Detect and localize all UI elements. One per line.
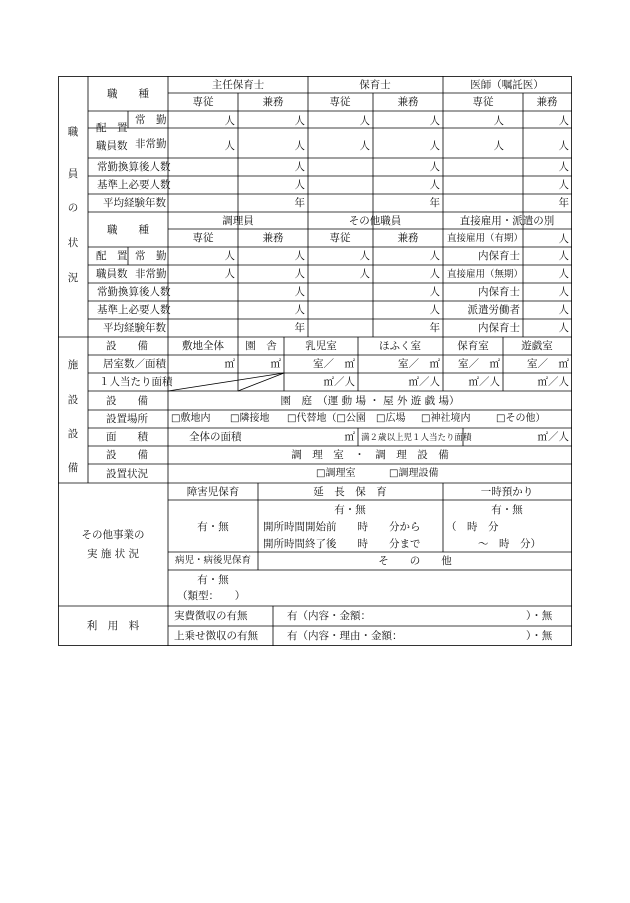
unit-person: 人: [429, 268, 440, 280]
per2-label: 満２歳以上児１人当たり面積: [361, 433, 472, 443]
unit-person: 人: [558, 161, 569, 173]
unit-room-m2: 室／ ㎡: [313, 358, 355, 370]
unit-person: 人: [429, 304, 440, 316]
encho-kaishi: 開所時間開始前 時 分から: [263, 521, 421, 533]
checkbox-jinja[interactable]: □神社境内: [421, 413, 471, 424]
unit-person: 人: [493, 140, 504, 152]
unit-person: 人: [558, 268, 569, 280]
shogai-ari-nashi[interactable]: 有・無: [197, 521, 229, 533]
unit-year: 年: [294, 197, 305, 209]
unit-person: 人: [294, 161, 305, 173]
unit-person: 人: [294, 304, 305, 316]
kanzan-label: 常勤換算後人数: [97, 161, 171, 173]
direct-label: 直接雇用（有期）: [447, 233, 524, 244]
jokin-label: 常 勤: [135, 250, 167, 262]
unit-person: 人: [558, 179, 569, 191]
direct-label: 派遣労働者: [467, 304, 520, 316]
kyoshitsu-label: 居室数／面積: [103, 358, 166, 370]
unit-person: 人: [224, 115, 235, 127]
encho-header: 延 長 保 育: [313, 486, 387, 498]
direct-label: 内保育士: [478, 250, 520, 262]
unit-m2-per: ㎡／人: [537, 376, 569, 388]
jippi-label: 実費徴収の有無: [174, 610, 248, 622]
setsubi-label: 設 備: [106, 340, 148, 352]
sonota-header: そ の 他: [378, 555, 452, 567]
chori-label: 調 理 室 ・ 調 理 設 備: [291, 449, 449, 461]
ichiji-header: 一時預かり: [480, 486, 534, 498]
shokuinsu-label: 職員数: [96, 140, 128, 152]
unit-person: 人: [558, 140, 569, 152]
keiken-label: 平均経験年数: [103, 322, 166, 334]
shogai-header: 障害児保育: [186, 486, 240, 498]
unit-person: 人: [294, 268, 305, 280]
col-nyujishitsu: 乳児室: [305, 340, 337, 352]
checkbox-hiroba[interactable]: □広場: [376, 413, 406, 424]
unit-person: 人: [558, 233, 569, 245]
checkbox-daitaichi-koen[interactable]: □代替地（□公園: [287, 413, 366, 424]
keiken-label: 平均経験年数: [103, 197, 166, 209]
col-senju: 専従: [329, 96, 351, 108]
group1-header-ishi: 医師（嘱託医）: [470, 79, 544, 91]
unit-person: 人: [294, 140, 305, 152]
unit-m2-per: ㎡／人: [468, 376, 500, 388]
facility-section-char: 設: [67, 394, 79, 406]
direct-label: 内保育士: [478, 322, 520, 334]
unit-m2: ㎡: [224, 358, 235, 370]
haichi-label: 配 置: [96, 250, 128, 262]
unit-person: 人: [429, 115, 440, 127]
col-hofuku: ほふく室: [379, 340, 421, 352]
unit-person: 人: [359, 250, 370, 262]
unit-year: 年: [558, 197, 569, 209]
unit-person: 人: [558, 115, 569, 127]
setsubi-label: 設 備: [106, 395, 148, 407]
col-ensha: 園 舎: [245, 340, 277, 352]
unit-m2: ㎡: [344, 431, 355, 443]
jippi-tail[interactable]: ）・無: [526, 610, 553, 622]
encho-ari-nashi[interactable]: 有・無: [334, 504, 366, 516]
hitori-label: １人当たり面積: [99, 376, 173, 388]
unit-person: 人: [294, 115, 305, 127]
col-senju: 専従: [192, 232, 214, 244]
staff-section-char: 状: [67, 237, 79, 249]
uwanose-text[interactable]: 有（内容・理由・金額：: [287, 630, 403, 642]
col-senju: 専従: [192, 96, 214, 108]
col-kenmu: 兼務: [397, 232, 419, 244]
facility-section-char: 設: [67, 428, 79, 440]
encho-shuryo: 開所時間終了後 時 分まで: [263, 538, 421, 550]
col-hoikushitsu: 保育室: [457, 340, 489, 352]
unit-person: 人: [429, 140, 440, 152]
checkbox-rinsetsuchi[interactable]: □隣接地: [230, 413, 270, 424]
unit-year: 年: [294, 322, 305, 334]
shokushu-label: 職 種: [107, 88, 149, 100]
unit-m2-per: ㎡／人: [408, 376, 440, 388]
other-label-line1: その他事業の: [81, 529, 145, 541]
hijokin-label: 非常勤: [135, 138, 167, 150]
checkbox-chorisetsubi[interactable]: □調理設備: [389, 468, 439, 479]
staff-section-char: 職: [67, 126, 79, 138]
unit-m2: ㎡: [270, 358, 281, 370]
unit-person: 人: [558, 304, 569, 316]
staff-section-char: の: [67, 202, 79, 214]
unit-person: 人: [359, 268, 370, 280]
direct-label: 内保育士: [478, 286, 520, 298]
byoji-ruikei: （類型： ）: [177, 590, 246, 602]
staff-section-char: 況: [67, 272, 79, 284]
unit-person: 人: [294, 286, 305, 298]
unit-year: 年: [429, 197, 440, 209]
unit-person: 人: [224, 250, 235, 262]
fee-label: 利 用 料: [86, 620, 140, 632]
zentai-menseki-label: 全体の面積: [189, 431, 242, 443]
facility-report-form: [58, 76, 572, 646]
col-kenmu: 兼務: [262, 232, 284, 244]
checkbox-chorishitsu[interactable]: □調理室: [316, 468, 356, 479]
col-shikichi: 敷地全体: [182, 340, 224, 352]
facility-section-char: 施: [67, 359, 79, 371]
hijokin-label: 非常勤: [135, 268, 167, 280]
checkbox-shikichinai[interactable]: □敷地内: [171, 413, 211, 424]
staff-section-char: 員: [67, 168, 79, 180]
facility-section-char: 備: [67, 462, 79, 474]
col-kenmu: 兼務: [536, 96, 558, 108]
menseki-label: 面 積: [106, 431, 148, 443]
unit-person: 人: [359, 140, 370, 152]
ichiji-ari-nashi[interactable]: 有・無: [491, 504, 523, 516]
unit-person: 人: [224, 268, 235, 280]
byoji-ari-nashi[interactable]: 有・無: [197, 574, 229, 586]
unit-person: 人: [429, 250, 440, 262]
kijun-label: 基準上必要人数: [97, 179, 171, 191]
uwanose-label: 上乗せ徴収の有無: [174, 630, 258, 642]
other-label-line2: 実 施 状 況: [86, 548, 140, 560]
unit-person: 人: [429, 161, 440, 173]
unit-room-m2: 室／ ㎡: [527, 358, 569, 370]
unit-person: 人: [493, 115, 504, 127]
byoji-header: 病児・病後児保育: [175, 555, 252, 566]
unit-m2-per: ㎡／人: [537, 431, 569, 443]
col-senju: 専従: [472, 96, 494, 108]
unit-person: 人: [429, 179, 440, 191]
col-senju: 専従: [329, 232, 351, 244]
unit-room-m2: 室／ ㎡: [398, 358, 440, 370]
unit-m2-per: ㎡／人: [323, 376, 355, 388]
col-kenmu: 兼務: [262, 96, 284, 108]
col-kenmu: 兼務: [397, 96, 419, 108]
checkbox-sonota[interactable]: □その他）: [496, 413, 546, 424]
haichi-label: 配 置: [96, 122, 128, 134]
unit-person: 人: [294, 250, 305, 262]
unit-person: 人: [359, 115, 370, 127]
niwa-label: 園 庭 （運 動 場 ・ 屋 外 遊 戯 場）: [280, 395, 460, 407]
group2-header-koyou: 直接雇用・派遣の別: [459, 215, 555, 227]
unit-person: 人: [558, 250, 569, 262]
kijun-label: 基準上必要人数: [97, 304, 171, 316]
unit-room-m2: 室／ ㎡: [458, 358, 500, 370]
shokushu-label: 職 種: [107, 224, 149, 236]
setsubi-label: 設 備: [106, 449, 148, 461]
group1-header-shunin: 主任保育士: [211, 79, 265, 91]
unit-person: 人: [558, 322, 569, 334]
group2-header-choriin: 調理員: [222, 215, 254, 227]
uwanose-tail[interactable]: ）・無: [526, 630, 553, 642]
unit-person: 人: [558, 286, 569, 298]
unit-person: 人: [294, 179, 305, 191]
group2-header-sonota: その他職員: [348, 215, 402, 227]
jokin-label: 常 勤: [135, 114, 167, 126]
ichiji-time-start: （ 時 分: [446, 521, 499, 533]
basho-label: 設置場所: [106, 413, 148, 425]
direct-label: 直接雇用（無期）: [447, 269, 524, 280]
unit-year: 年: [429, 322, 440, 334]
group1-header-hoikushi: 保育士: [359, 79, 391, 91]
ichiji-time-end: 〜 時 分）: [478, 538, 541, 550]
jippi-text[interactable]: 有（内容・金額：: [287, 610, 371, 622]
unit-person: 人: [224, 140, 235, 152]
kanzan-label: 常勤換算後人数: [97, 286, 171, 298]
jokyo-label: 設置状況: [106, 468, 148, 480]
col-yugishitsu: 遊戯室: [521, 340, 553, 352]
shokuinsu-label: 職員数: [96, 268, 128, 280]
unit-person: 人: [429, 286, 440, 298]
